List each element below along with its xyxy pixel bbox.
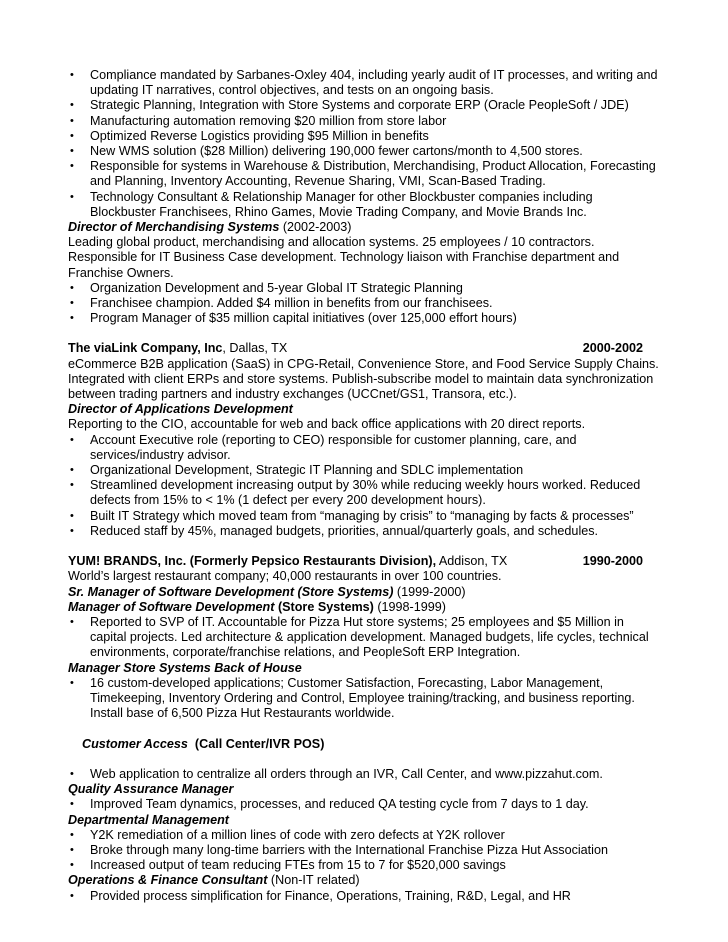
list-item: • Reported to SVP of IT. Accountable for Pizza Hut store systems; 25 employees and $5 Million in capital projects. Led architecture & application development. Managed budgets, life cycles, technical environments, corporate/franchise relations, and PeopleSoft ERP Integration.: [68, 615, 660, 661]
list-item: • Streamlined development increasing output by 30% while reducing weekly hours worked. Reduced defects from 15% to < 1% (1 defect per every 200 development hours).: [68, 478, 660, 508]
list-item: • Reduced staff by 45%, managed budgets, priorities, annual/quarterly goals, and schedules.: [68, 524, 660, 539]
list-item: • Compliance mandated by Sarbanes-Oxley 404, including yearly audit of IT processes, and writing and updating IT narratives, control objectives, and tests on an ongoing basis.: [68, 68, 660, 98]
job-title: Customer Access: [82, 736, 188, 751]
list-item: • Web application to centralize all orders through an IVR, Call Center, and www.pizzahut.com.: [68, 767, 660, 782]
company-name: YUM! BRANDS, Inc. (Formerly Pepsico Restaurants Division),: [68, 554, 437, 569]
job-title: Director of Merchandising Systems: [68, 220, 280, 235]
job-subtitle: (Non-IT related): [267, 873, 360, 888]
top-bullet-list: [68, 68, 660, 220]
merch-heading: [68, 220, 660, 235]
qa-bullet-list: [68, 797, 660, 812]
manager-bullet-list: [68, 615, 660, 661]
job-title: Departmental Management: [68, 812, 229, 827]
list-item: • Improved Team dynamics, processes, and reduced QA testing cycle from 7 days to 1 day.: [68, 797, 660, 812]
vialink-description: eCommerce B2B application (SaaS) in CPG-Retail, Convenience Store, and Food Service Supply Chains. Integrated with client ERPs and store systems. Publish-subscribe model to maintain data synchronization between trading partners and industry exchanges (UCCnet/GS1, Transora, etc.).: [68, 356, 659, 402]
dm-bullet-list: [68, 828, 660, 874]
company-years: 1990-2000: [582, 554, 643, 569]
vialink-title-description: Reporting to the CIO, accountable for web and back office applications with 20 direct reports.: [68, 417, 586, 432]
sbh-bullet-list: [68, 676, 660, 722]
sr-manager-heading: [68, 585, 660, 600]
company-name: The viaLink Company, Inc: [68, 341, 223, 356]
list-item: • Optimized Reverse Logistics providing $95 Million in benefits: [68, 129, 660, 144]
job-years: (2002-2003): [282, 220, 352, 235]
list-item: • Account Executive role (reporting to CEO) responsible for customer planning, care, and services/industry advisor.: [68, 433, 660, 463]
company-location: , Dallas, TX: [222, 341, 288, 356]
job-subtitle: (Call Center/IVR POS): [187, 736, 325, 751]
resume-page: [68, 68, 660, 904]
job-title: Manager of Software Development: [68, 599, 275, 614]
list-item: • Y2K remediation of a million lines of code with zero defects at Y2K rollover: [68, 828, 660, 843]
job-title: Sr. Manager of Software Development (Store Systems): [68, 584, 394, 599]
list-item: • Program Manager of $35 million capital initiatives (over 125,000 effort hours): [68, 311, 660, 326]
customer-access-heading: [68, 721, 660, 767]
company-years: 2000-2002: [582, 341, 643, 356]
job-years: (1999-2000): [393, 584, 466, 599]
list-item: • Built IT Strategy which moved team from “managing by crisis” to “managing by facts & processes”: [68, 509, 660, 524]
list-item: • New WMS solution ($28 Million) delivering 190,000 fewer cartons/month to 4,500 stores.: [68, 144, 660, 159]
job-subtitle: (Store Systems): [274, 599, 374, 614]
job-title: Operations & Finance Consultant: [68, 873, 268, 888]
yum-company-line: [68, 554, 660, 569]
list-item: • Strategic Planning, Integration with Store Systems and corporate ERP (Oracle PeopleSoft / JDE): [68, 98, 660, 113]
job-title: Quality Assurance Manager: [68, 782, 234, 797]
list-item: • Provided process simplification for Finance, Operations, Training, R&D, Legal, and HR: [68, 889, 660, 904]
list-item: • Responsible for systems in Warehouse & Distribution, Merchandising, Product Allocation, Forecasting and Planning, Inventory Accounting, Revenue Sharing, VMI, Scan-Based Trading.: [68, 159, 660, 189]
vialink-company-line: [68, 341, 660, 356]
job-title: Director of Applications Development: [68, 402, 293, 417]
company-location: Addison, TX: [436, 554, 508, 569]
ofc-bullet-list: [68, 889, 660, 904]
manager-heading: [68, 600, 660, 615]
list-item: • Organizational Development, Strategic IT Planning and SDLC implementation: [68, 463, 660, 478]
job-years: (1998-1999): [373, 599, 446, 614]
ofc-heading: [68, 873, 660, 888]
list-item: • 16 custom-developed applications; Customer Satisfaction, Forecasting, Labor Management, Timekeeping, Inventory Ordering and Control, Employee training/tracking, and business reporting. Install base of 6,500 Pizza Hut Restaurants worldwide.: [68, 676, 660, 722]
yum-description: World’s largest restaurant company; 40,000 restaurants in over 100 countries.: [68, 569, 502, 584]
list-item: • Franchisee champion. Added $4 million in benefits from our franchisees.: [68, 296, 660, 311]
job-title: Manager Store Systems Back of House: [68, 660, 302, 675]
list-item: • Technology Consultant & Relationship Manager for other Blockbuster companies including Blockbuster Franchisees, Rhino Games, Movie Trading Company, and Movie Brands Inc.: [68, 190, 660, 220]
customer-access-bullet-list: [68, 767, 660, 782]
merch-bullet-list: [68, 281, 660, 327]
list-item: • Broke through many long-time barriers with the International Franchise Pizza Hut Association: [68, 843, 660, 858]
vialink-bullet-list: [68, 433, 660, 539]
merch-description: Leading global product, merchandising and allocation systems. 25 employees / 10 contractors. Responsible for IT Business Case development. Technology liaison with Franchise department and Franchise Owners.: [68, 235, 620, 280]
list-item: • Manufacturing automation removing $20 million from store labor: [68, 114, 660, 129]
list-item: • Organization Development and 5-year Global IT Strategic Planning: [68, 281, 660, 296]
list-item: • Increased output of team reducing FTEs from 15 to 7 for $520,000 savings: [68, 858, 660, 873]
